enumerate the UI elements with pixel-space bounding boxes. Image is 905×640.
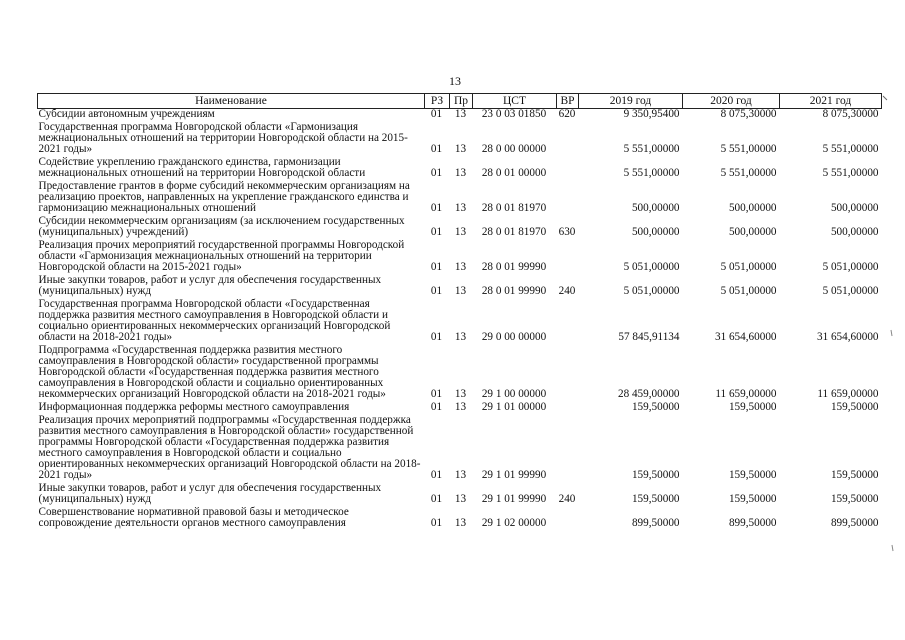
row-name: Совершенствование нормативной правовой базы и методическое сопровождение деятельности органов местного самоуправления	[38, 506, 349, 529]
row-name: Субсидии некоммерческим организациям (за исключением государственных (муниципальных) учреждений)	[38, 215, 405, 238]
row-pr: 13	[454, 226, 467, 238]
col-header-rz: РЗ	[425, 94, 450, 109]
table-row	[38, 120, 882, 155]
table-row	[38, 155, 882, 179]
row-cst: 29 1 00 00000	[481, 388, 547, 400]
row-2021: 5 551,00000	[822, 143, 879, 155]
row-rz: 01	[430, 202, 443, 214]
row-rz: 01	[430, 493, 443, 505]
row-pr: 13	[454, 517, 467, 529]
row-2019: 5 551,00000	[623, 143, 680, 155]
row-name: Реализация прочих мероприятий государственной программы Новгородской области «Гармонизация межнациональных отношений на территории Новгородской области на 2015-2021 годы»	[38, 239, 405, 273]
row-rz: 01	[430, 285, 443, 297]
table-row	[38, 505, 882, 529]
row-vr	[557, 120, 579, 155]
row-name: Государственная программа Новгородской области «Гармонизация межнациональных отношений на территории Новгородской области на 2015-2021 годы»	[38, 121, 408, 155]
row-2019: 5 551,00000	[623, 167, 680, 179]
row-rz: 01	[430, 143, 443, 155]
row-cst: 28 0 01 00000	[481, 167, 547, 179]
row-cst: 29 1 01 00000	[481, 401, 547, 413]
table-row	[38, 214, 882, 238]
row-pr: 13	[454, 285, 467, 297]
row-2019: 57 845,91134	[618, 331, 680, 343]
row-2019: 159,50000	[631, 493, 680, 505]
table-row	[38, 297, 882, 343]
row-vr	[557, 400, 579, 413]
row-cst: 28 0 01 99990	[481, 285, 547, 297]
row-name: Государственная программа Новгородской области «Государственная поддержка развития местного самоуправления в Новгородской области и социально ориентированных некоммерческих организаций Новгородской области на 2018-2021 годы»	[38, 298, 391, 343]
row-2019: 159,50000	[631, 469, 680, 481]
row-rz: 01	[430, 388, 443, 400]
row-2020: 11 659,00000	[715, 388, 777, 400]
row-rz: 01	[430, 517, 443, 529]
row-vr	[557, 297, 579, 343]
row-name: Содействие укреплению гражданского единства, гармонизации межнациональных отношений на территории Новгородской области	[38, 156, 366, 179]
row-name: Реализация прочих мероприятий подпрограммы «Государственная поддержка развития местного самоуправления в Новгородской области» государственной программы Новгородской области «Государственная поддержка развития местного самоуправления в Новгородской области и социально ориентированных некоммерческих организаций Новгородской области на 2018-2021 годы»	[38, 414, 421, 481]
row-rz: 01	[430, 108, 443, 120]
row-vr	[557, 155, 579, 179]
row-2019: 899,50000	[631, 517, 680, 529]
row-vr	[557, 179, 579, 214]
col-header-cst: ЦСТ	[473, 94, 557, 109]
table-row	[38, 238, 882, 273]
row-vr: 240	[558, 285, 576, 297]
row-vr	[557, 413, 579, 481]
col-header-name: Наименование	[38, 94, 425, 109]
row-vr	[557, 505, 579, 529]
table-row	[38, 179, 882, 214]
row-cst: 29 1 02 00000	[481, 517, 547, 529]
row-pr: 13	[454, 143, 467, 155]
table-header	[38, 94, 882, 109]
row-pr: 13	[454, 493, 467, 505]
row-2021: 500,00000	[830, 226, 879, 238]
row-2021: 159,50000	[830, 493, 879, 505]
col-header-vr: ВР	[557, 94, 579, 109]
col-header-2020: 2020 год	[683, 94, 780, 109]
table-row	[38, 109, 882, 121]
row-cst: 28 0 01 81970	[481, 226, 547, 238]
row-pr: 13	[454, 331, 467, 343]
row-cst: 28 0 01 81970	[481, 202, 547, 214]
row-pr: 13	[454, 469, 467, 481]
row-vr: 240	[558, 493, 576, 505]
row-2019: 500,00000	[631, 226, 680, 238]
row-cst: 29 1 01 99990	[481, 469, 547, 481]
row-rz: 01	[430, 167, 443, 179]
row-2019: 5 051,00000	[623, 285, 680, 297]
row-2020: 5 051,00000	[720, 261, 777, 273]
row-2019: 159,50000	[631, 401, 680, 413]
row-2021: 11 659,00000	[817, 388, 879, 400]
row-2021: 5 051,00000	[822, 285, 879, 297]
row-vr: 620	[558, 108, 576, 120]
row-cst: 28 0 00 00000	[481, 143, 547, 155]
col-header-pr: Пр	[450, 94, 473, 109]
row-2021: 5 051,00000	[822, 261, 879, 273]
row-2019: 28 459,00000	[617, 388, 680, 400]
table-row	[38, 481, 882, 505]
row-rz: 01	[430, 401, 443, 413]
row-2021: 159,50000	[830, 401, 879, 413]
row-2020: 500,00000	[728, 202, 777, 214]
row-pr: 13	[454, 388, 467, 400]
row-cst: 23 0 03 01850	[481, 108, 547, 120]
row-2020: 159,50000	[728, 493, 777, 505]
row-pr: 13	[454, 108, 467, 120]
row-pr: 13	[454, 261, 467, 273]
row-cst: 29 0 00 00000	[481, 331, 547, 343]
row-2020: 159,50000	[728, 401, 777, 413]
row-2021: 8 075,30000	[822, 108, 879, 120]
row-pr: 13	[454, 202, 467, 214]
row-cst: 28 0 01 99990	[481, 261, 547, 273]
row-2020: 5 551,00000	[720, 143, 777, 155]
row-rz: 01	[430, 331, 443, 343]
row-2021: 5 551,00000	[822, 167, 879, 179]
table-row	[38, 343, 882, 400]
row-2020: 5 051,00000	[720, 285, 777, 297]
row-2020: 31 654,60000	[714, 331, 777, 343]
row-cst: 29 1 01 99990	[481, 493, 547, 505]
row-vr	[557, 238, 579, 273]
row-2021: 31 654,60000	[816, 331, 879, 343]
row-name: Иные закупки товаров, работ и услуг для обеспечения государственных (муниципальных) нужд	[38, 482, 382, 505]
row-2019: 500,00000	[631, 202, 680, 214]
row-rz: 01	[430, 261, 443, 273]
row-2019: 9 350,95400	[623, 108, 680, 120]
row-2019: 5 051,00000	[623, 261, 680, 273]
row-2020: 5 551,00000	[720, 167, 777, 179]
row-2020: 500,00000	[728, 226, 777, 238]
row-name: Субсидии автономным учреждениям	[38, 108, 215, 120]
col-header-2021: 2021 год	[780, 94, 882, 109]
table-row	[38, 273, 882, 297]
row-rz: 01	[430, 226, 443, 238]
row-2020: 159,50000	[728, 469, 777, 481]
row-2021: 899,50000	[830, 517, 879, 529]
row-name: Предоставление грантов в форме субсидий некоммерческим организациям на реализацию проектов, направленных на укрепление гражданского единства и гармонизацию межнациональных отношений	[38, 180, 410, 214]
row-2020: 899,50000	[728, 517, 777, 529]
budget-table	[37, 93, 882, 529]
table-row	[38, 400, 882, 413]
page-number: 13	[449, 74, 461, 88]
row-2021: 500,00000	[830, 202, 879, 214]
row-2021: 159,50000	[830, 469, 879, 481]
row-2020: 8 075,30000	[720, 108, 777, 120]
row-pr: 13	[454, 401, 467, 413]
row-vr: 630	[558, 226, 576, 238]
row-pr: 13	[454, 167, 467, 179]
table-row	[38, 413, 882, 481]
row-rz: 01	[430, 469, 443, 481]
row-name: Подпрограмма «Государственная поддержка развития местного самоуправления в Новгородской области» государственной программы Новгородской области «Государственная поддержка развития местного самоуправления в Новгородской области и социально ориентированных некоммерческих организаций Новгородской области на 2018-2021 годы»	[38, 344, 386, 400]
col-header-2019: 2019 год	[579, 94, 683, 109]
row-name: Информационная поддержка реформы местного самоуправления	[38, 401, 350, 413]
row-name: Иные закупки товаров, работ и услуг для обеспечения государственных (муниципальных) нужд	[38, 274, 382, 297]
row-vr	[557, 343, 579, 400]
